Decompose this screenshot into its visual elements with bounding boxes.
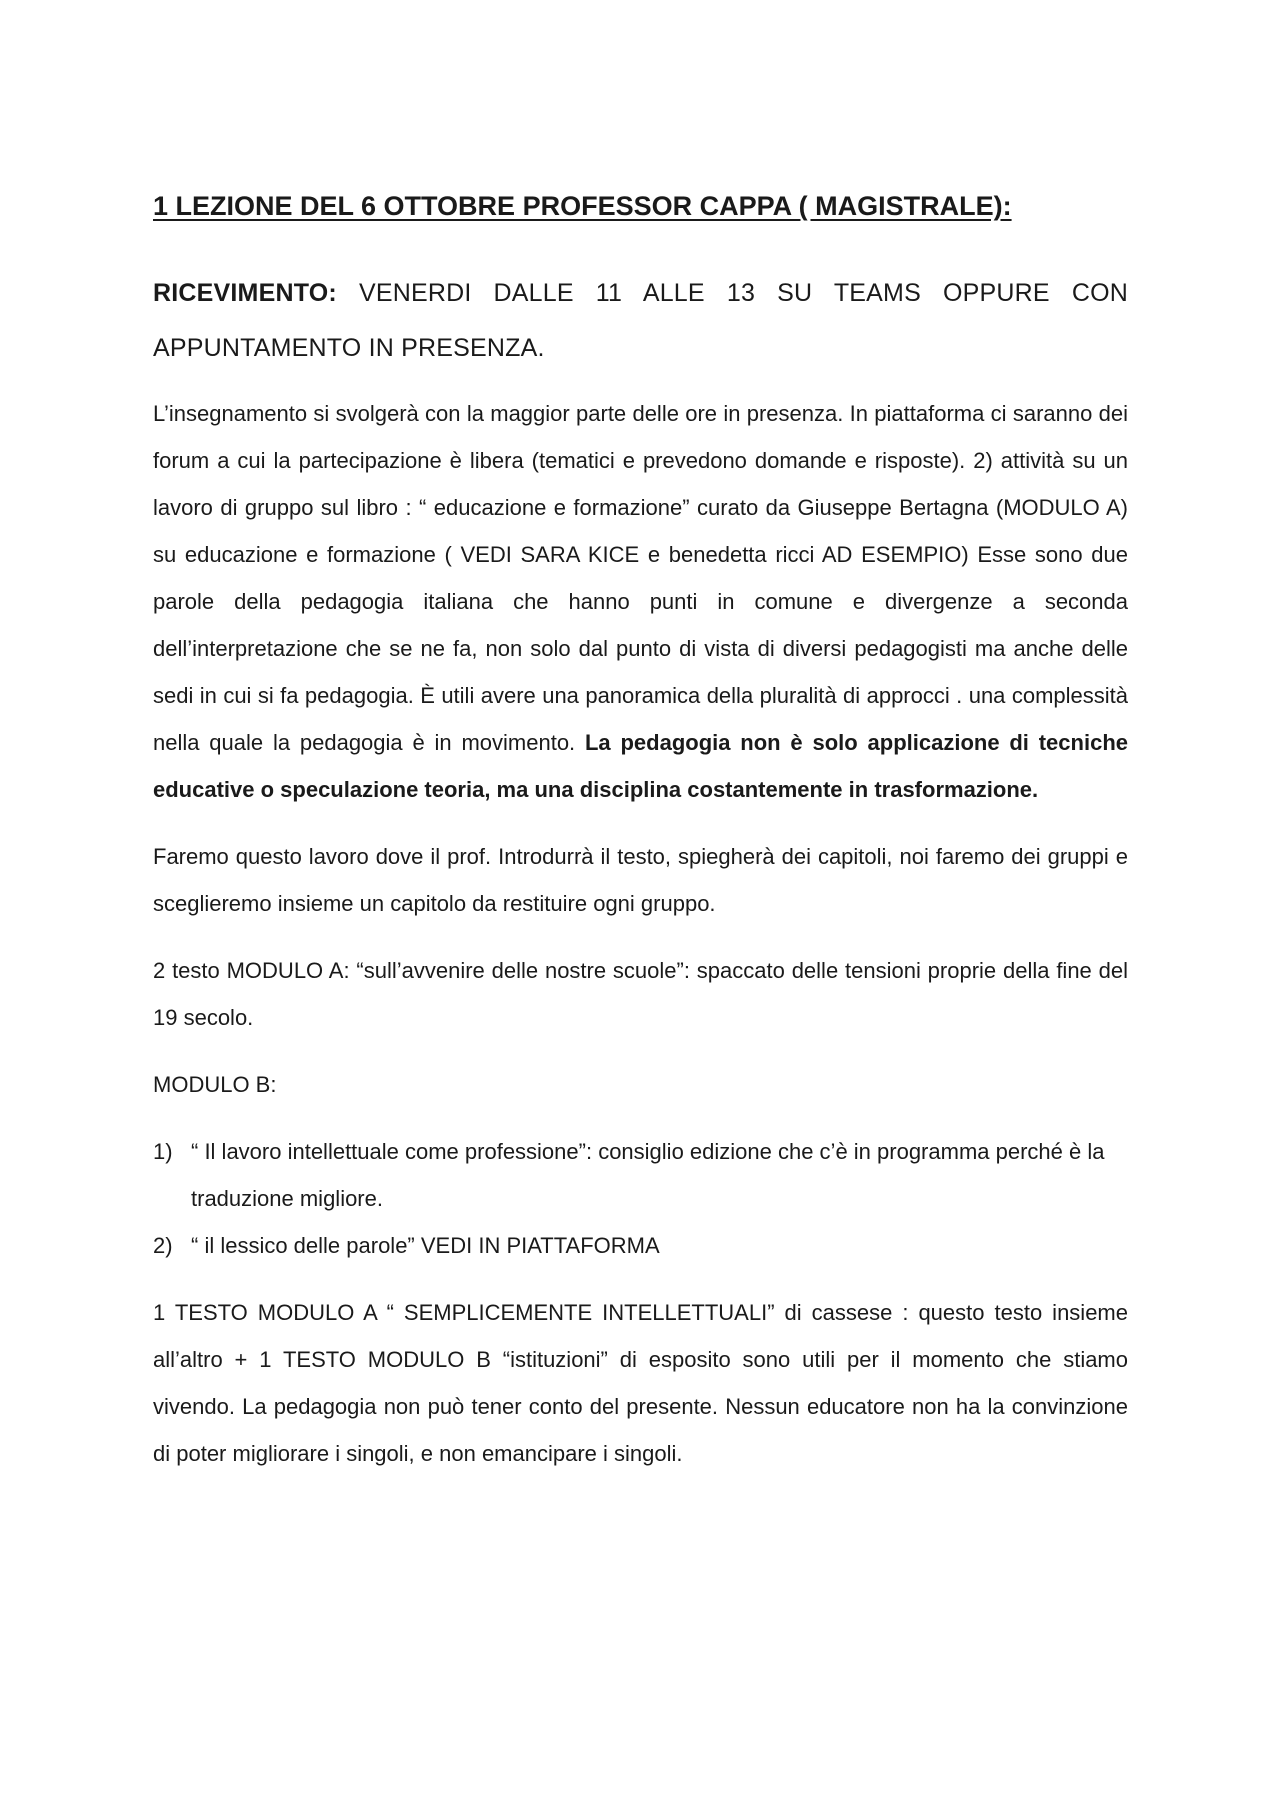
reception-text: VENERDI DALLE 11 ALLE 13 SU TEAMS OPPURE CON APPUNTAMENTO IN PRESENZA. — [153, 279, 1128, 362]
intro-paragraph — [153, 390, 1128, 813]
modulo-b-heading: MODULO B: — [153, 1072, 277, 1097]
list-item-text: “ Il lavoro intellettuale come professione”: consiglio edizione che c’è in programma perché è la traduzione migliore. — [191, 1139, 1105, 1211]
list-item — [153, 1222, 1163, 1269]
list-item-text: “ il lessico delle parole” VEDI IN PIATTAFORMA — [191, 1233, 660, 1258]
list-item-number: 2) — [153, 1233, 173, 1258]
page-title: 1 LEZIONE DEL 6 OTTOBRE PROFESSOR CAPPA ( MAGISTRALE): — [153, 191, 1012, 221]
list-item — [153, 1128, 1163, 1222]
modulo-b-list — [153, 1128, 1128, 1269]
modulo-a-paragraph: 2 testo MODULO A: “sull’avvenire delle nostre scuole”: spaccato delle tensioni proprie della fine del 19 secolo. — [153, 958, 1128, 1030]
closing-paragraph: 1 TESTO MODULO A “ SEMPLICEMENTE INTELLETTUALI” di cassese : questo testo insieme all’altro + 1 TESTO MODULO B “istituzioni” di esposito sono utili per il momento che stiamo vivendo. La pedagogia non può tener conto del presente. Nessun educatore non ha la convinzione di poter migliorare i singoli, e non emancipare i singoli. — [153, 1300, 1128, 1466]
reception-label: RICEVIMENTO: — [153, 279, 337, 307]
reception-paragraph — [153, 266, 1128, 376]
intro-paragraph-text: L’insegnamento si svolgerà con la maggior parte delle ore in presenza. In piattaforma ci saranno dei forum a cui la partecipazione è libera (tematici e prevedono domande e risposte). 2) attività su un lavoro di gruppo sul libro : “ educazione e formazione” curato da Giuseppe Bertagna (MODULO A) su educazione e formazione ( VEDI SARA KICE e benedetta ricci AD ESEMPIO) Esse sono due parole della pedagogia italiana che hanno punti in comune e divergenze a seconda dell’interpretazione che se ne fa, non solo dal punto di vista di diversi pedagogisti ma anche delle sedi in cui si fa pedagogia. È utili avere una panoramica della pluralità di approcci . una complessità nella quale la pedagogia è in movimento. — [153, 401, 1128, 755]
list-item-number: 1) — [153, 1139, 173, 1164]
work-paragraph: Faremo questo lavoro dove il prof. Introdurrà il testo, spiegherà dei capitoli, noi faremo dei gruppi e sceglieremo insieme un capitolo da restituire ogni gruppo. — [153, 844, 1128, 916]
intro-paragraph-bold: La pedagogia non è solo applicazione di tecniche educative o speculazione teoria, ma una disciplina costantemente in trasformazione. — [153, 730, 1128, 802]
